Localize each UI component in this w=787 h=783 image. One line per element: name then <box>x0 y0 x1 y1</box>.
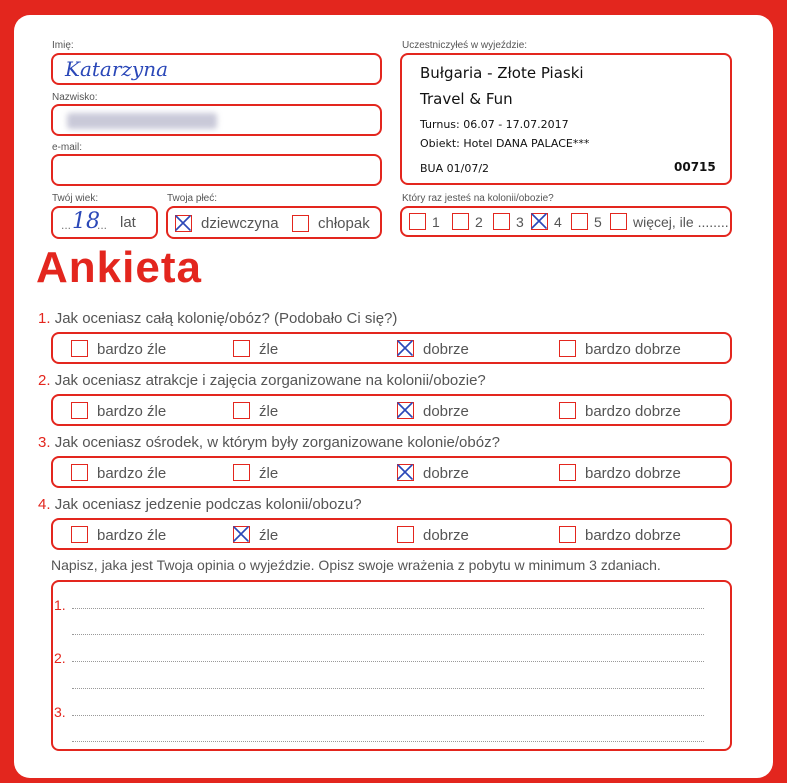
times-option-label: 5 <box>594 214 602 230</box>
x-mark-icon <box>396 339 414 357</box>
question-text: Jak oceniasz jedzenie podczas kolonii/obozu? <box>54 496 362 513</box>
times-checkbox-2[interactable] <box>493 213 510 230</box>
question-number: 3. <box>38 434 51 451</box>
gender-option-label: dziewczyna <box>201 215 279 232</box>
opinion-line-number: 2. <box>54 650 66 666</box>
answer-checkbox[interactable] <box>397 464 414 481</box>
participant-label: Uczestniczyłeś w wyjeździe: <box>402 40 528 51</box>
redacted-surname <box>67 113 217 129</box>
answer-option-label: bardzo dobrze <box>585 465 681 482</box>
answer-checkbox[interactable] <box>559 464 576 481</box>
answer-option-label: źle <box>259 527 279 544</box>
age-value: 18 <box>72 209 100 234</box>
name-value: Katarzyna <box>65 57 169 81</box>
times-checkbox-4[interactable] <box>571 213 588 230</box>
times-checkbox-5[interactable] <box>610 213 627 230</box>
answer-checkbox[interactable] <box>71 464 88 481</box>
question-text: Jak oceniasz atrakcje i zajęcia zorganizowane na kolonii/obozie? <box>54 372 486 389</box>
answer-checkbox[interactable] <box>71 340 88 357</box>
surname-field[interactable] <box>51 104 382 136</box>
name-field[interactable] <box>51 53 382 85</box>
trip-code: BUA 01/07/2 <box>420 162 490 175</box>
x-mark-icon <box>396 463 414 481</box>
answer-checkbox[interactable] <box>233 402 250 419</box>
surname-label: Nazwisko: <box>52 92 98 103</box>
question-number: 1. <box>38 310 51 327</box>
answer-option-label: bardzo dobrze <box>585 403 681 420</box>
answer-checkbox[interactable] <box>233 526 250 543</box>
answer-option-label: bardzo źle <box>97 527 167 544</box>
times-option-label: 2 <box>475 214 483 230</box>
times-option-label: więcej, ile ........ <box>633 214 729 230</box>
trip-destination: Bułgaria - Złote Piaski <box>420 64 584 82</box>
question-text: Jak oceniasz ośrodek, w którym były zorganizowane kolonie/obóz? <box>54 434 500 451</box>
gender-option-label: chłopak <box>318 215 370 232</box>
trip-obiekt: Obiekt: Hotel DANA PALACE*** <box>420 137 590 150</box>
times-option-label: 1 <box>432 214 440 230</box>
opinion-dotted-line[interactable] <box>72 715 704 716</box>
age-label: Twój wiek: <box>52 193 99 204</box>
answer-option-label: źle <box>259 403 279 420</box>
age-field[interactable] <box>51 206 158 239</box>
answer-checkbox[interactable] <box>233 464 250 481</box>
answer-checkbox[interactable] <box>397 402 414 419</box>
opinion-dotted-line[interactable] <box>72 634 704 635</box>
x-mark-icon <box>232 525 250 543</box>
question-text: Jak oceniasz całą kolonię/obóz? (Podobało Ci się?) <box>54 310 398 327</box>
opinion-line-number: 3. <box>54 704 66 720</box>
opinion-dotted-line[interactable] <box>72 741 704 742</box>
opinion-prompt: Napisz, jaka jest Twoja opinia o wyjeździe. Opisz swoje wrażenia z pobytu w minimum 3 zdaniach. <box>51 557 661 573</box>
answer-option-label: dobrze <box>423 465 469 482</box>
answer-checkbox[interactable] <box>559 526 576 543</box>
times-option-label: 4 <box>554 214 562 230</box>
answer-checkbox[interactable] <box>559 340 576 357</box>
times-checkbox-1[interactable] <box>452 213 469 230</box>
x-mark-icon <box>174 214 192 232</box>
survey-title: Ankieta <box>36 243 202 292</box>
answer-checkbox[interactable] <box>397 526 414 543</box>
answer-checkbox[interactable] <box>559 402 576 419</box>
times-checkbox-0[interactable] <box>409 213 426 230</box>
question-number: 2. <box>38 372 51 389</box>
opinion-box[interactable] <box>51 580 732 751</box>
times-checkbox-3[interactable] <box>531 213 548 230</box>
email-field[interactable] <box>51 154 382 186</box>
answer-option-label: bardzo źle <box>97 341 167 358</box>
answer-option-label: dobrze <box>423 527 469 544</box>
opinion-dotted-line[interactable] <box>72 688 704 689</box>
answer-option-label: dobrze <box>423 341 469 358</box>
question-4 <box>38 496 362 513</box>
question-3 <box>38 434 500 451</box>
answer-checkbox[interactable] <box>233 340 250 357</box>
answer-option-label: bardzo źle <box>97 403 167 420</box>
answer-checkbox[interactable] <box>397 340 414 357</box>
answer-option-label: źle <box>259 465 279 482</box>
answer-option-label: dobrze <box>423 403 469 420</box>
answer-option-label: źle <box>259 341 279 358</box>
times-option-label: 3 <box>516 214 524 230</box>
question-1 <box>38 310 397 327</box>
trip-turnus: Turnus: 06.07 - 17.07.2017 <box>420 118 569 131</box>
answer-checkbox[interactable] <box>71 402 88 419</box>
trip-box <box>400 53 732 185</box>
question-number: 4. <box>38 496 51 513</box>
age-dots-pre: ... <box>61 218 72 232</box>
opinion-dotted-line[interactable] <box>72 608 704 609</box>
question-2 <box>38 372 486 389</box>
email-label: e-mail: <box>52 142 83 153</box>
opinion-dotted-line[interactable] <box>72 661 704 662</box>
gender-checkbox-0[interactable] <box>175 215 192 232</box>
x-mark-icon <box>396 401 414 419</box>
answer-option-label: bardzo dobrze <box>585 341 681 358</box>
times-label: Który raz jesteś na kolonii/obozie? <box>402 193 554 204</box>
trip-company: Travel & Fun <box>420 90 513 108</box>
gender-checkbox-1[interactable] <box>292 215 309 232</box>
name-label: Imię: <box>52 40 74 51</box>
x-mark-icon <box>530 212 548 230</box>
answer-option-label: bardzo dobrze <box>585 527 681 544</box>
answer-option-label: bardzo źle <box>97 465 167 482</box>
gender-label: Twoja płeć: <box>167 193 218 204</box>
age-dots-post: ... <box>97 218 108 232</box>
answer-checkbox[interactable] <box>71 526 88 543</box>
opinion-line-number: 1. <box>54 597 66 613</box>
age-unit: lat <box>120 214 136 231</box>
trip-number: 00715 <box>674 160 716 174</box>
